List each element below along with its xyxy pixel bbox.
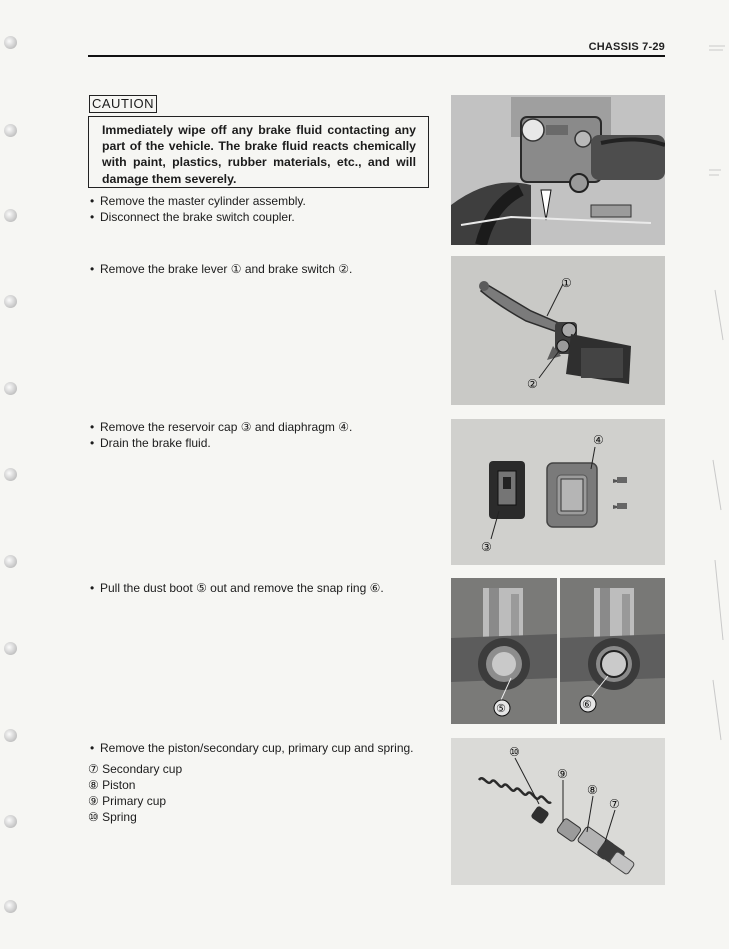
binder-hole (4, 124, 17, 137)
binder-hole (4, 815, 17, 828)
header-rule (88, 55, 665, 57)
callout-1: ① (561, 276, 572, 290)
part-label-piston: ⑧ Piston (88, 778, 136, 792)
binder-hole (4, 729, 17, 742)
binder-hole (4, 36, 17, 49)
step-2-bullet-1: • Remove the brake lever ① and brake switch ②. (90, 262, 353, 276)
callout-5: ⑤ (496, 702, 506, 715)
photo-brake-lever-switch (451, 256, 665, 405)
part-label-secondary-cup: ⑦ Secondary cup (88, 762, 183, 776)
callout-10: ⑩ (509, 745, 520, 759)
step-1-bullet-2: • Disconnect the brake switch coupler. (90, 210, 295, 224)
photo-dust-boot (451, 578, 557, 724)
callout-2: ② (527, 377, 538, 391)
callout-4: ④ (593, 433, 604, 447)
step-3-bullet-1: • Remove the reservoir cap ③ and diaphragm ④. (90, 420, 353, 434)
binder-hole (4, 468, 17, 481)
binder-hole (4, 555, 17, 568)
photo-master-cylinder-assembly (451, 95, 665, 245)
photo-reservoir-cap-diaphragm (451, 419, 665, 565)
step-1-bullet-1: • Remove the master cylinder assembly. (90, 194, 306, 208)
binder-hole (4, 642, 17, 655)
binder-hole (4, 900, 17, 913)
callout-9: ⑨ (557, 767, 568, 781)
step-5-bullet-1: • Remove the piston/secondary cup, primary cup and spring. (90, 741, 414, 755)
part-label-primary-cup: ⑨ Primary cup (88, 794, 167, 808)
page-header: CHASSIS 7-29 (588, 41, 665, 53)
callout-3: ③ (481, 540, 492, 554)
photo-piston-cups-spring (451, 738, 665, 885)
binder-hole (4, 382, 17, 395)
binder-hole (4, 209, 17, 222)
caution-text: Immediately wipe off any brake fluid contacting any part of the vehicle. The brake fluid reacts chemically with paint, plastics, rubber materials, etc., and will damage them severely. (102, 123, 416, 186)
callout-7: ⑦ (609, 797, 620, 811)
page-edge-marks (705, 40, 727, 920)
part-label-spring: ⑩ Spring (88, 810, 137, 824)
step-3-bullet-2: • Drain the brake fluid. (90, 436, 211, 450)
callout-8: ⑧ (587, 783, 598, 797)
caution-box (88, 116, 429, 188)
binder-hole (4, 295, 17, 308)
caution-label: CAUTION (89, 95, 157, 113)
callout-6: ⑥ (582, 698, 592, 711)
photo-snap-ring (560, 578, 665, 724)
step-4-bullet-1: • Pull the dust boot ⑤ out and remove the snap ring ⑥. (90, 581, 384, 595)
